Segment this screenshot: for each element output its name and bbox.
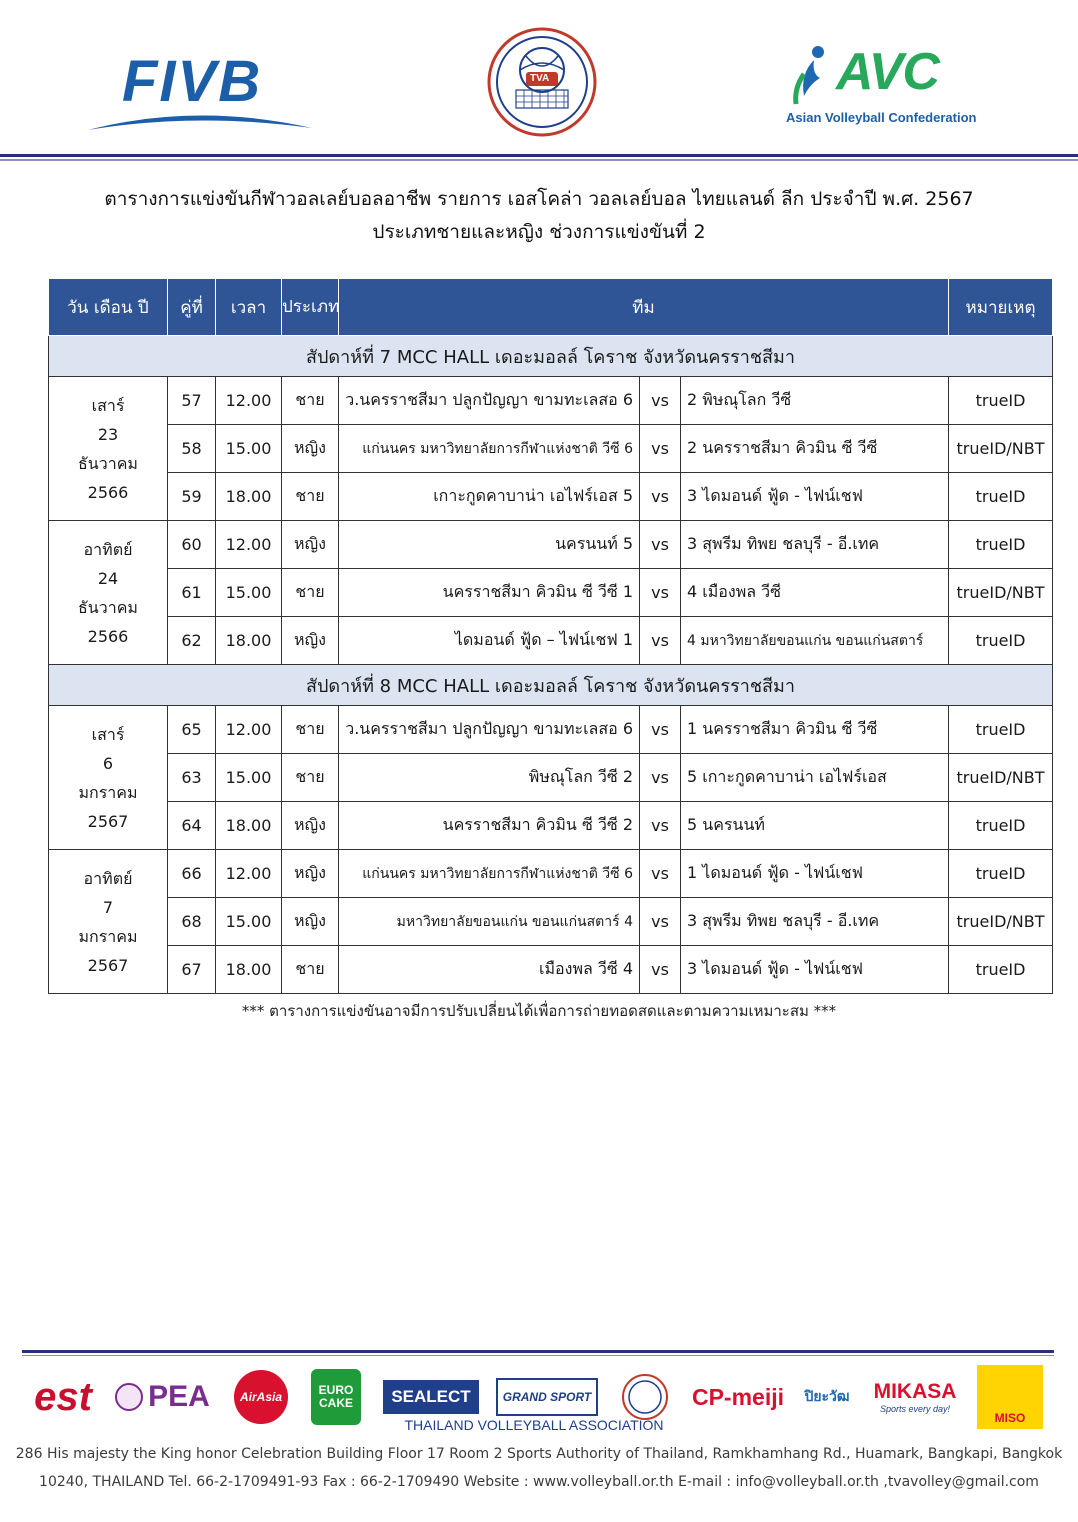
away-team: 4 มหาวิทยาลัยขอนแก่น ขอนแก่นสตาร์: [681, 617, 949, 665]
broadcast-remark: trueID: [949, 802, 1053, 850]
away-team: 1 ไดมอนด์ ฟู้ด - ไฟน์เชฟ: [681, 850, 949, 898]
match-time: 18.00: [216, 946, 282, 994]
home-team: นครนนท์ 5: [339, 521, 640, 569]
date-cell: [49, 521, 168, 665]
match-type: หญิง: [282, 850, 339, 898]
broadcast-remark: trueID: [949, 946, 1053, 994]
sponsor-eurocake-logo: EURO CAKE: [310, 1368, 362, 1426]
match-no: 58: [168, 425, 216, 473]
match-time: 15.00: [216, 425, 282, 473]
date-year: 2567: [87, 955, 129, 975]
table-row: [49, 617, 1053, 665]
match-no: 65: [168, 706, 216, 754]
header-team: ทีม: [339, 279, 949, 336]
match-time: 18.00: [216, 473, 282, 521]
broadcast-remark: trueID: [949, 850, 1053, 898]
table-row: [49, 377, 1053, 425]
sponsor-grandsport-logo: GRAND SPORT: [496, 1368, 598, 1426]
vs-label: vs: [640, 569, 681, 617]
away-team: 3 สุพรีม ทิพย ชลบุรี - อี.เทค: [681, 898, 949, 946]
broadcast-remark: trueID/NBT: [949, 569, 1053, 617]
match-type: ชาย: [282, 473, 339, 521]
association-name: THAILAND VOLLEYBALL ASSOCIATION: [404, 1417, 664, 1433]
date-day: อาทิตย์: [83, 868, 133, 888]
address-line-2: 10240, THAILAND Tel. 66-2-1709491-93 Fax : 66-2-1709490 Website : www.volleyball.or.th E-mail : info@volleyball.or.th ,tvavolley@gmail.com: [39, 1474, 1039, 1490]
vs-label: vs: [640, 521, 681, 569]
week-row: [49, 665, 1053, 706]
fivb-swoosh-icon: [86, 40, 316, 140]
sponsor-mikasa-logo: MIKASA Sports every day!: [873, 1380, 957, 1414]
footer-rule: [22, 1350, 1054, 1353]
match-no: 61: [168, 569, 216, 617]
schedule-note: *** ตารางการแข่งขันอาจมีการปรับเปลี่ยนได้เพื่อการถ่ายทอดสดและตามความเหมาะสม ***: [241, 1002, 837, 1020]
date-cell: [49, 706, 168, 850]
sponsor-airasia-logo: AirAsia: [232, 1368, 290, 1426]
away-team: 3 ไดมอนด์ ฟู้ด - ไฟน์เชฟ: [681, 473, 949, 521]
pea-emblem-icon: [114, 1382, 144, 1412]
header-rule-thin: [0, 159, 1078, 161]
date-num: 7: [102, 897, 114, 917]
tva-logo-text: TVA: [530, 73, 550, 84]
match-no: 59: [168, 473, 216, 521]
date-cell: [49, 850, 168, 994]
sponsor-pea-logo: PEA: [106, 1368, 218, 1426]
match-no: 62: [168, 617, 216, 665]
away-team: 3 ไดมอนด์ ฟู้ด - ไฟน์เชฟ: [681, 946, 949, 994]
date-num: 6: [102, 753, 114, 773]
vs-label: vs: [640, 898, 681, 946]
sponsor-piyawat-logo: ปิยะวัฒ: [804, 1388, 850, 1404]
address-line-1: 286 His majesty the King honor Celebration Building Floor 17 Room 2 Sports Authority of Thailand, Ramkhamhang Rd., Huamark, Bangkapi, Bangkok: [15, 1446, 1063, 1462]
broadcast-remark: trueID: [949, 617, 1053, 665]
date-num: 23: [97, 424, 119, 444]
match-type: ชาย: [282, 946, 339, 994]
home-team: นครราชสีมา คิวมิน ซี วีซี 1: [339, 569, 640, 617]
home-team: นครราชสีมา คิวมิน ซี วีซี 2: [339, 802, 640, 850]
date-num: 24: [97, 568, 119, 588]
table-row: [49, 754, 1053, 802]
broadcast-remark: trueID: [949, 377, 1053, 425]
match-no: 64: [168, 802, 216, 850]
avc-logo-mark: AVC: [836, 43, 939, 101]
date-month: มกราคม: [78, 782, 138, 802]
vs-label: vs: [640, 946, 681, 994]
week-row: [49, 336, 1053, 377]
match-type: หญิง: [282, 617, 339, 665]
vs-label: vs: [640, 617, 681, 665]
broadcast-remark: trueID/NBT: [949, 425, 1053, 473]
match-time: 12.00: [216, 706, 282, 754]
table-row: [49, 802, 1053, 850]
date-year: 2567: [87, 811, 129, 831]
header-type: ประเภท: [282, 279, 339, 336]
match-type: ชาย: [282, 569, 339, 617]
table-row: [49, 850, 1053, 898]
header-date: วัน เดือน ปี: [49, 279, 168, 336]
header-match: คู่ที่: [168, 279, 216, 336]
home-team: ว.นครราชสีมา ปลูกปัญญา ขามทะเลสอ 6: [339, 377, 640, 425]
match-type: ชาย: [282, 706, 339, 754]
header-rule: [0, 154, 1078, 157]
match-time: 12.00: [216, 521, 282, 569]
match-time: 15.00: [216, 569, 282, 617]
fivb-logo-text: FIVB: [122, 49, 263, 114]
home-team: เมืองพล วีซี 4: [339, 946, 640, 994]
header-time: เวลา: [216, 279, 282, 336]
away-team: 4 เมืองพล วีซี: [681, 569, 949, 617]
away-team: 5 เกาะกูดคาบาน่า เอไฟร์เอส: [681, 754, 949, 802]
home-team: แก่นนคร มหาวิทยาลัยการกีฬาแห่งชาติ วีซี 6: [339, 425, 640, 473]
away-team: 2 พิษณุโลก วีซี: [681, 377, 949, 425]
avc-logo-caption: Asian Volleyball Confederation: [786, 110, 977, 125]
date-cell: [49, 377, 168, 521]
broadcast-remark: trueID: [949, 473, 1053, 521]
match-time: 15.00: [216, 898, 282, 946]
match-type: หญิง: [282, 802, 339, 850]
home-team: มหาวิทยาลัยขอนแก่น ขอนแก่นสตาร์ 4: [339, 898, 640, 946]
away-team: 5 นครนนท์: [681, 802, 949, 850]
away-team: 1 นครราชสีมา คิวมิน ซี วีซี: [681, 706, 949, 754]
date-month: ธันวาคม: [78, 597, 138, 617]
mikasa-tagline: Sports every day!: [879, 1404, 951, 1414]
date-month: ธันวาคม: [78, 453, 138, 473]
match-no: 68: [168, 898, 216, 946]
table-row: [49, 898, 1053, 946]
match-type: หญิง: [282, 898, 339, 946]
sponsor-cpmeiji-logo: CP-meiji: [691, 1383, 785, 1410]
vs-label: vs: [640, 802, 681, 850]
date-day: อาทิตย์: [83, 539, 133, 559]
match-time: 15.00: [216, 754, 282, 802]
match-time: 18.00: [216, 802, 282, 850]
home-team: เกาะกูดคาบาน่า เอไฟร์เอส 5: [339, 473, 640, 521]
match-no: 63: [168, 754, 216, 802]
vs-label: vs: [640, 377, 681, 425]
table-row: [49, 521, 1053, 569]
vs-label: vs: [640, 850, 681, 898]
table-row: [49, 473, 1053, 521]
sponsor-miso-logo: MISO: [976, 1368, 1044, 1426]
table-row: [49, 569, 1053, 617]
sponsor-est-logo: est: [34, 1374, 92, 1419]
schedule-title: ตารางการแข่งขันกีฬาวอลเลย์บอลอาชีพ รายการ เอสโคล่า วอลเลย์บอล ไทยแลนด์ ลีก ประจำปี พ.ศ. 2567: [104, 188, 974, 210]
week-label: สัปดาห์ที่ 8 MCC HALL เดอะมอลล์ โคราช จังหวัดนครราชสีมา: [49, 665, 1053, 706]
match-type: หญิง: [282, 521, 339, 569]
schedule-subtitle: ประเภทชายและหญิง ช่วงการแข่งขันที่ 2: [372, 221, 706, 243]
home-team: ว.นครราชสีมา ปลูกปัญญา ขามทะเลสอ 6: [339, 706, 640, 754]
away-team: 3 สุพรีม ทิพย ชลบุรี - อี.เทค: [681, 521, 949, 569]
footer-rule-thin: [22, 1355, 1054, 1356]
vs-label: vs: [640, 706, 681, 754]
week-label: สัปดาห์ที่ 7 MCC HALL เดอะมอลล์ โคราช จังหวัดนครราชสีมา: [49, 336, 1053, 377]
date-day: เสาร์: [91, 724, 125, 744]
match-type: ชาย: [282, 754, 339, 802]
header-remark: หมายเหตุ: [949, 279, 1053, 336]
vs-label: vs: [640, 425, 681, 473]
volleyball-player-icon: [790, 44, 834, 108]
match-time: 12.00: [216, 850, 282, 898]
table-header-row: [49, 279, 1053, 336]
table-row: [49, 425, 1053, 473]
match-no: 57: [168, 377, 216, 425]
home-team: พิษณุโลก วีซี 2: [339, 754, 640, 802]
broadcast-remark: trueID: [949, 706, 1053, 754]
vs-label: vs: [640, 754, 681, 802]
date-month: มกราคม: [78, 926, 138, 946]
match-no: 67: [168, 946, 216, 994]
date-year: 2566: [87, 482, 129, 502]
home-team: แก่นนคร มหาวิทยาลัยการกีฬาแห่งชาติ วีซี 6: [339, 850, 640, 898]
schedule-table: [48, 278, 1053, 994]
match-type: หญิง: [282, 425, 339, 473]
match-no: 60: [168, 521, 216, 569]
date-day: เสาร์: [91, 395, 125, 415]
broadcast-remark: trueID/NBT: [949, 754, 1053, 802]
sponsor-sealect-logo: SEALECT: [382, 1368, 480, 1426]
home-team: ไดมอนด์ ฟู้ด – ไฟน์เชฟ 1: [339, 617, 640, 665]
tva-logo: [486, 26, 598, 138]
vs-label: vs: [640, 473, 681, 521]
table-row: [49, 946, 1053, 994]
date-year: 2566: [87, 626, 129, 646]
match-time: 12.00: [216, 377, 282, 425]
table-row: [49, 706, 1053, 754]
broadcast-remark: trueID: [949, 521, 1053, 569]
match-no: 66: [168, 850, 216, 898]
away-team: 2 นครราชสีมา คิวมิน ซี วีซี: [681, 425, 949, 473]
match-type: ชาย: [282, 377, 339, 425]
match-time: 18.00: [216, 617, 282, 665]
broadcast-remark: trueID/NBT: [949, 898, 1053, 946]
avc-logo: [786, 42, 986, 132]
fivb-logo: [86, 40, 316, 140]
